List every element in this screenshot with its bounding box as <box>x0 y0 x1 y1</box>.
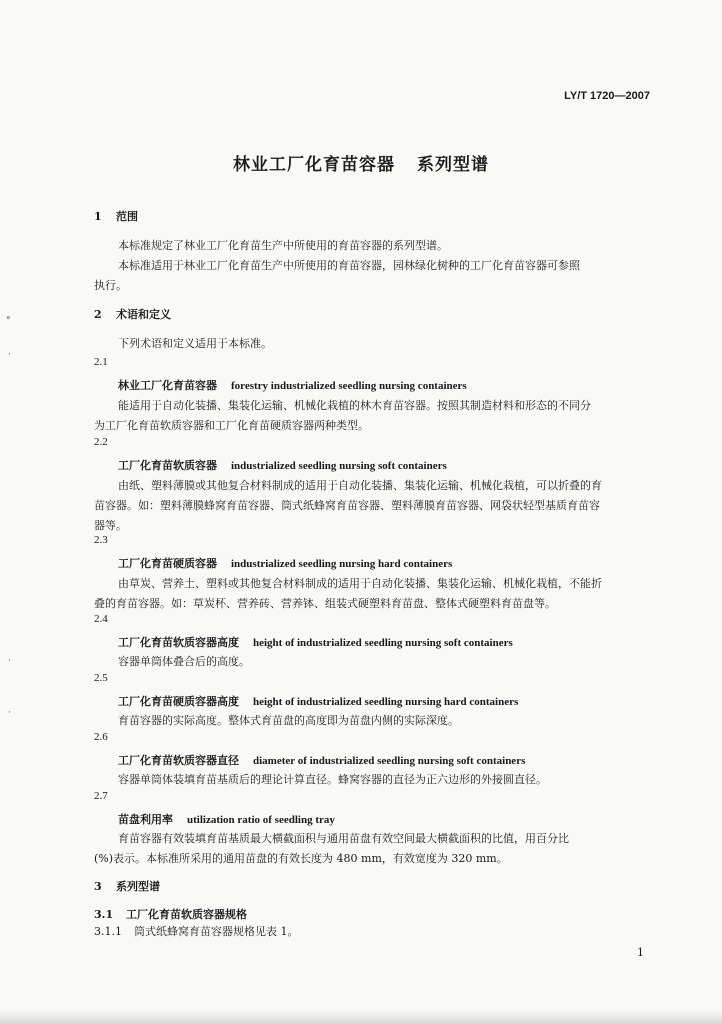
definition-line: 器等。 <box>94 519 127 532</box>
definition-line: 能适用于自动化装播、集装化运输、机械化栽植的林木育苗容器。按照其制造材料和形态的不同分 <box>118 399 591 412</box>
section-2-intro: 下列术语和定义适用于本标准。 <box>118 337 272 350</box>
term-2-7: 苗盘利用率 utilization ratio of seedling tray <box>118 813 335 826</box>
definition-line: (%)表示。本标准所采用的通用苗盘的有效长度为 480 mm，有效宽度为 320 mm。 <box>94 852 508 865</box>
definition-line: 育苗容器的实际高度。整体式育苗盘的高度即为苗盘内侧的实际深度。 <box>118 714 459 727</box>
section-1-para-2-cont: 执行。 <box>94 279 127 292</box>
definition-line: 为工厂化育苗软质容器和工厂化育苗硬质容器两种类型。 <box>94 419 369 432</box>
definition-line: 容器单筒体装填育苗基质后的理论计算直径。蜂窝容器的直径为正六边形的外接圆直径。 <box>118 773 547 786</box>
title-main: 林业工厂化育苗容器 <box>233 155 395 175</box>
term-2-3: 工厂化育苗硬质容器 industrialized seedling nursing hard containers <box>118 557 453 570</box>
clause-number: 2.7 <box>94 790 108 802</box>
clause-number: 2.6 <box>94 731 108 743</box>
section-3-1-1: 3.1.1 筒式纸蜂窝育苗容器规格见表 1。 <box>94 925 299 938</box>
page-number: 1 <box>637 946 644 959</box>
definition-line: 育苗容器有效装填育苗基质最大横截面积与通用苗盘有效空间最大横截面积的比值，用百分比 <box>118 832 569 845</box>
term-2-2: 工厂化育苗软质容器 industrialized seedling nursing soft containers <box>118 459 447 472</box>
definition-line: 由草炭、营养土、塑料或其他复合材料制成的适用于自动化装播、集装化运输、机械化栽植，不能折 <box>118 577 602 590</box>
section-1-para-2: 本标准适用于林业工厂化育苗生产中所使用的育苗容器，园林绿化树种的工厂化育苗容器可参照 <box>118 259 580 272</box>
clause-number: 2.2 <box>94 436 108 448</box>
standard-code: LY/T 1720—2007 <box>564 90 650 102</box>
scan-mark: · <box>8 656 11 666</box>
definition-line: 叠的育苗容器。如：草炭杯、营养砖、营养钵、组装式硬塑料育苗盘、整体式硬塑料育苗盘等。 <box>94 597 556 610</box>
term-2-1: 林业工厂化育苗容器 forestry industrialized seedling nursing containers <box>118 379 467 392</box>
clause-number: 2.5 <box>94 672 108 684</box>
scan-mark: ° <box>6 316 11 326</box>
clause-number: 2.4 <box>94 613 108 625</box>
term-2-5: 工厂化育苗硬质容器高度 height of industrialized seedling nursing hard containers <box>118 695 519 708</box>
term-2-4: 工厂化育苗软质容器高度 height of industrialized seedling nursing soft containers <box>118 636 513 649</box>
section-3-1-heading: 3.1 工厂化育苗软质容器规格 <box>94 908 247 921</box>
section-1-heading: 1 范围 <box>94 210 138 223</box>
term-2-6: 工厂化育苗软质容器直径 diameter of industrialized seedling nursing soft containers <box>118 754 526 767</box>
section-3-heading: 3 系列型谱 <box>94 880 160 893</box>
title-sub: 系列型谱 <box>417 155 489 175</box>
clause-number: 2.1 <box>94 356 108 368</box>
scan-mark: · <box>8 350 11 360</box>
definition-line: 容器单筒体叠合后的高度。 <box>118 655 250 668</box>
document-title <box>0 150 722 175</box>
section-2-heading: 2 术语和定义 <box>94 308 171 321</box>
definition-line: 由纸、塑料薄膜或其他复合材料制成的适用于自动化装播、集装化运输、机械化栽植，可以折叠的育 <box>118 479 602 492</box>
clause-number: 2.3 <box>94 534 108 546</box>
scan-mark: · <box>8 708 11 718</box>
scan-edge <box>0 1010 722 1024</box>
section-1-para-1: 本标准规定了林业工厂化育苗生产中所使用的育苗容器的系列型谱。 <box>118 239 448 252</box>
definition-line: 苗容器。如：塑料薄膜蜂窝育苗容器、筒式纸蜂窝育苗容器、塑料薄膜育苗容器、网袋状轻型基质育苗容 <box>94 499 600 512</box>
